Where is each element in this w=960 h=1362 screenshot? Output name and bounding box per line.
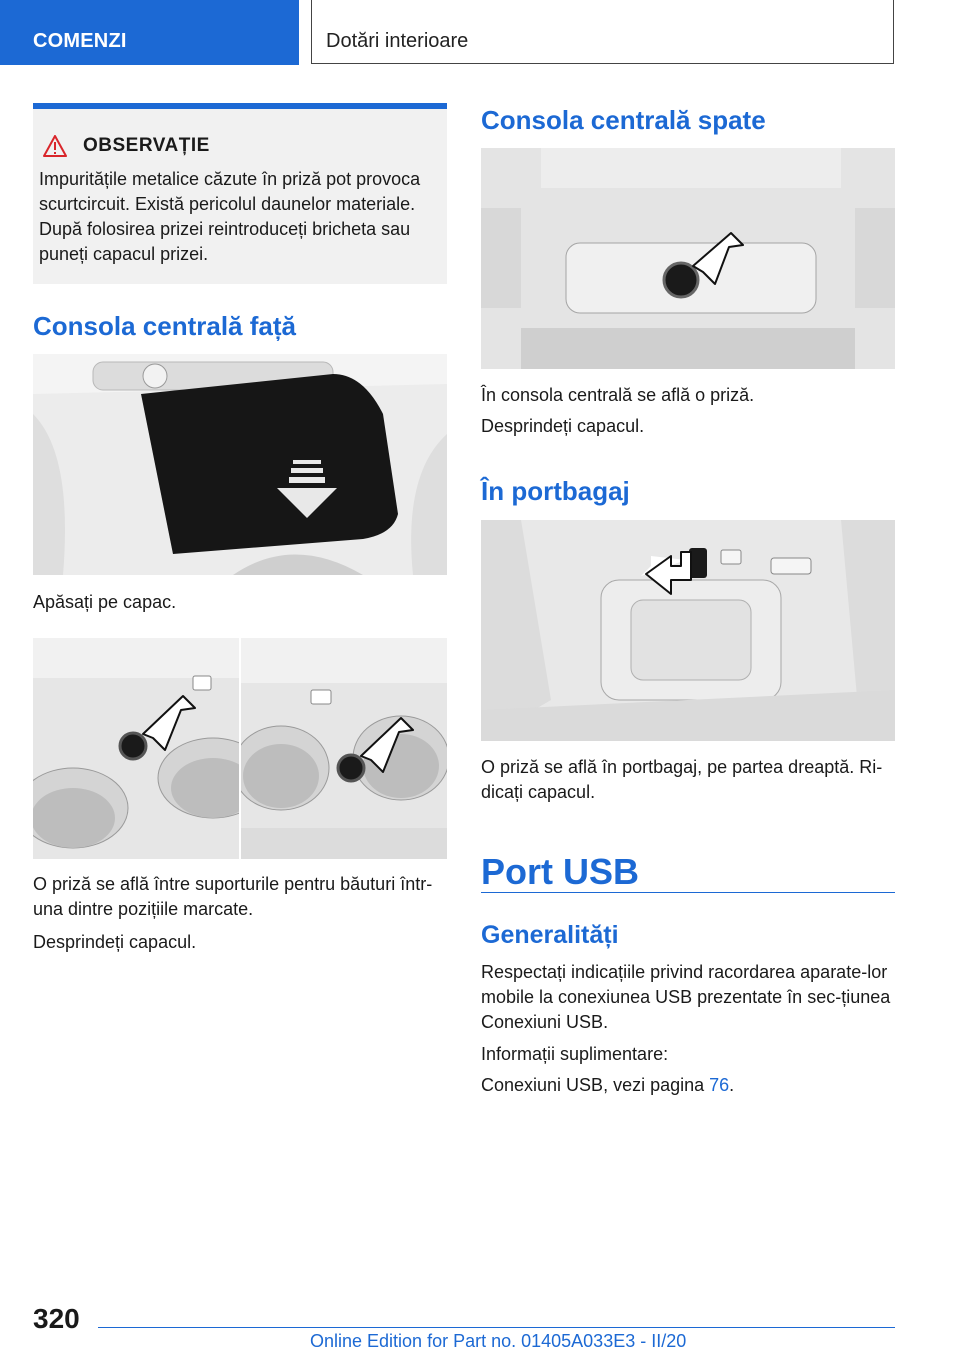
rear-console-heading: Consola centrală spate: [481, 105, 766, 135]
general-text: Respectați indicațiile privind racordarea aparate-lor mobile la conexiunea USB prezentate în sec-țiunea Conexiuni USB.: [481, 962, 891, 1032]
between-cupholders-text: O priză se află între suporturile pentru băuturi într-una dintre pozițiile marcate.: [33, 874, 433, 919]
footer-rule: [98, 1327, 895, 1328]
section-tab: [0, 0, 299, 65]
page-number: 320: [33, 1303, 80, 1334]
section-tab-label: COMENZI: [33, 30, 127, 52]
chapter-tab-label: Dotări interioare: [326, 30, 469, 52]
notice-box: [33, 103, 447, 284]
notice-title: OBSERVAȚIE: [83, 135, 210, 156]
notice-header: [43, 135, 210, 157]
rear-console-text: În consola centrală se află o priză.: [481, 385, 755, 405]
remove-cover-text: Desprindeți capacul.: [33, 932, 197, 952]
cupholder-image-right: [241, 638, 447, 859]
usb-ref-prefix: Conexiuni USB, vezi pagina: [481, 1075, 710, 1095]
edition-footer: Online Edition for Part no. 01405A033E3 - II/20: [310, 1331, 687, 1351]
usb-heading-rule: [481, 892, 895, 893]
trunk-image: [481, 520, 895, 741]
chapter-tab: [311, 0, 894, 64]
usb-ref-suffix: .: [729, 1075, 735, 1095]
rear-remove-cover-text: Desprindeți capacul.: [481, 416, 645, 436]
trunk-heading: În portbagaj: [481, 476, 630, 506]
front-console-image: [33, 354, 447, 575]
notice-text: Impuritățile metalice căzute în priză pot provoca scurtcircuit. Există pericolul daunelor materiale. După folosirea prizei reintroduceți bricheta sau puneți capacul prizei.: [39, 169, 421, 264]
more-info-text: Informații suplimentare:: [481, 1044, 669, 1064]
usb-heading: Port USB: [481, 851, 640, 892]
usb-reference: [481, 1073, 734, 1098]
general-heading: Generalități: [481, 921, 619, 949]
rear-console-image: [481, 148, 895, 369]
usb-page-link[interactable]: 76: [709, 1075, 730, 1095]
cupholder-image-left: [33, 638, 239, 859]
press-cover-text: Apăsați pe capac.: [33, 592, 177, 612]
warning-triangle-icon: [43, 135, 67, 157]
trunk-text: O priză se află în portbagaj, pe partea dreaptă. Ri-dicați capacul.: [481, 757, 883, 802]
front-console-heading: Consola centrală față: [33, 311, 296, 341]
